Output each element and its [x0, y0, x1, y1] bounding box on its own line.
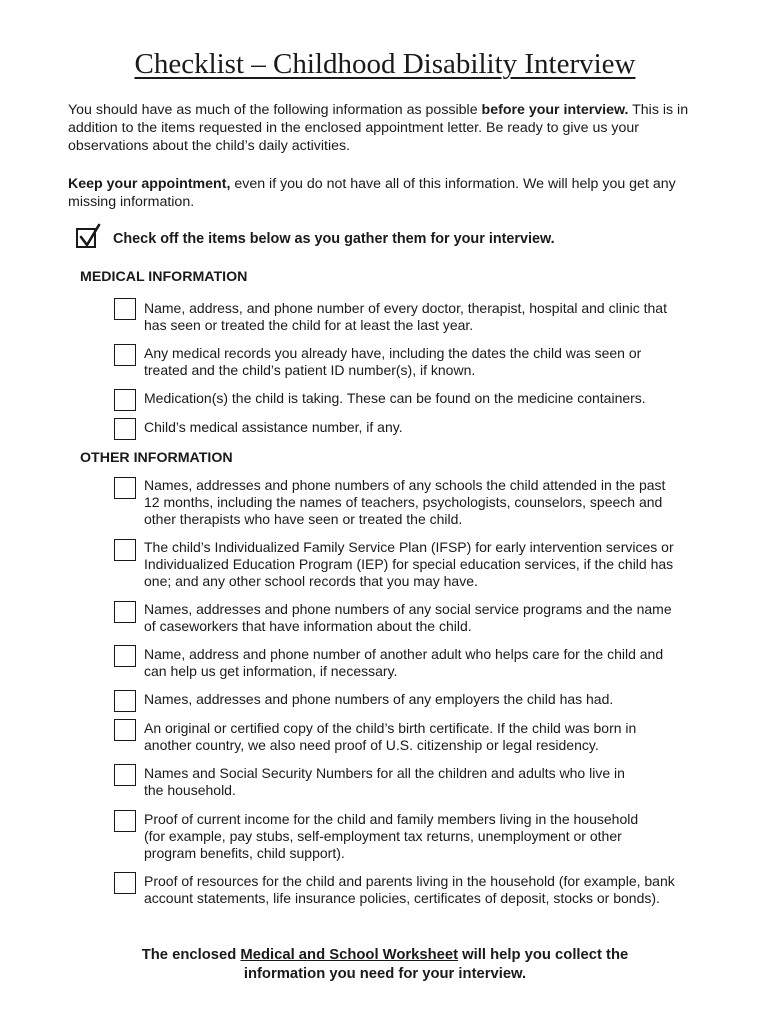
intro-bold: before your interview. [481, 102, 629, 118]
page-title: Checklist – Childhood Disability Interview [134, 48, 636, 80]
medical-item-text: Medication(s) the child is taking. These can be found on the medicine containers. [144, 390, 646, 406]
checkbox[interactable] [114, 539, 136, 561]
footer-text-2: will help you collect the [458, 947, 629, 963]
other-heading: OTHER INFORMATION [80, 450, 233, 466]
checkbox[interactable] [114, 418, 136, 440]
appointment-text: even if you do not have all of this information. We will help you get any missing information. [68, 176, 676, 210]
worksheet-link: Medical and School Worksheet [240, 947, 459, 963]
other-item-text: Names and Social Security Numbers for all the children and adults who live in the household. [144, 765, 625, 798]
checkbox[interactable] [114, 690, 136, 712]
check-instruction: Check off the items below as you gather them for your interview. [113, 231, 555, 247]
intro-paragraph [68, 101, 718, 155]
footer-line-2: information you need for your interview. [243, 966, 527, 982]
appointment-paragraph [68, 175, 718, 211]
checkbox[interactable] [114, 477, 136, 499]
other-item-text: Names, addresses and phone numbers of any schools the child attended in the past 12 months, including the names of teachers, psychologists, counselors, speech and other therapists who have seen or treated the child. [144, 477, 666, 527]
checkmark-icon [79, 223, 101, 249]
intro-text-1: You should have as much of the following information as possible [68, 102, 482, 118]
checkbox[interactable] [114, 298, 136, 320]
checkbox[interactable] [114, 764, 136, 786]
other-item-text: The child’s Individualized Family Service Plan (IFSP) for early intervention services or Individualized Education Program (IEP) for special education services, if the child has one; and any other school records that you may have. [144, 539, 674, 589]
checkbox[interactable] [114, 645, 136, 667]
footer-note [0, 946, 770, 984]
checkbox[interactable] [114, 719, 136, 741]
other-item-text: Proof of current income for the child and family members living in the household (for example, pay stubs, self-employment tax returns, unemployment or other program benefits, child support). [144, 811, 639, 861]
checkbox[interactable] [114, 872, 136, 894]
checkbox[interactable] [114, 810, 136, 832]
intro-text-2: This is in addition to the items requested in the enclosed appointment letter. Be ready to give us your observations about the child’s daily activities. [68, 102, 689, 154]
other-item-text: Names, addresses and phone numbers of any employers the child has had. [144, 691, 614, 707]
checkbox[interactable] [114, 344, 136, 366]
medical-item-text: Child’s medical assistance number, if any. [144, 419, 403, 435]
medical-item-text: Name, address, and phone number of every doctor, therapist, hospital and clinic that has seen or treated the child for at least the last year. [144, 300, 667, 333]
footer-text-1: The enclosed [141, 947, 241, 963]
checkbox[interactable] [114, 389, 136, 411]
checkbox[interactable] [114, 601, 136, 623]
other-item-text: Proof of resources for the child and parents living in the household (for example, bank account statements, life insurance policies, certificates of deposit, stocks or bonds). [144, 873, 675, 906]
other-item-text: Name, address and phone number of another adult who helps care for the child and can help us get information, if necessary. [144, 646, 664, 679]
appointment-bold: Keep your appointment, [68, 176, 231, 192]
check-instruction-row [76, 226, 716, 254]
medical-item-text: Any medical records you already have, including the dates the child was seen or treated and the child’s patient ID number(s), if known. [144, 345, 642, 378]
other-item-text: An original or certified copy of the child’s birth certificate. If the child was born in another country, we also need proof of U.S. citizenship or legal residency. [144, 720, 637, 753]
medical-heading: MEDICAL INFORMATION [80, 269, 248, 285]
other-item-text: Names, addresses and phone numbers of any social service programs and the name of caseworkers that have information about the child. [144, 601, 672, 634]
checked-box-icon [76, 228, 96, 248]
